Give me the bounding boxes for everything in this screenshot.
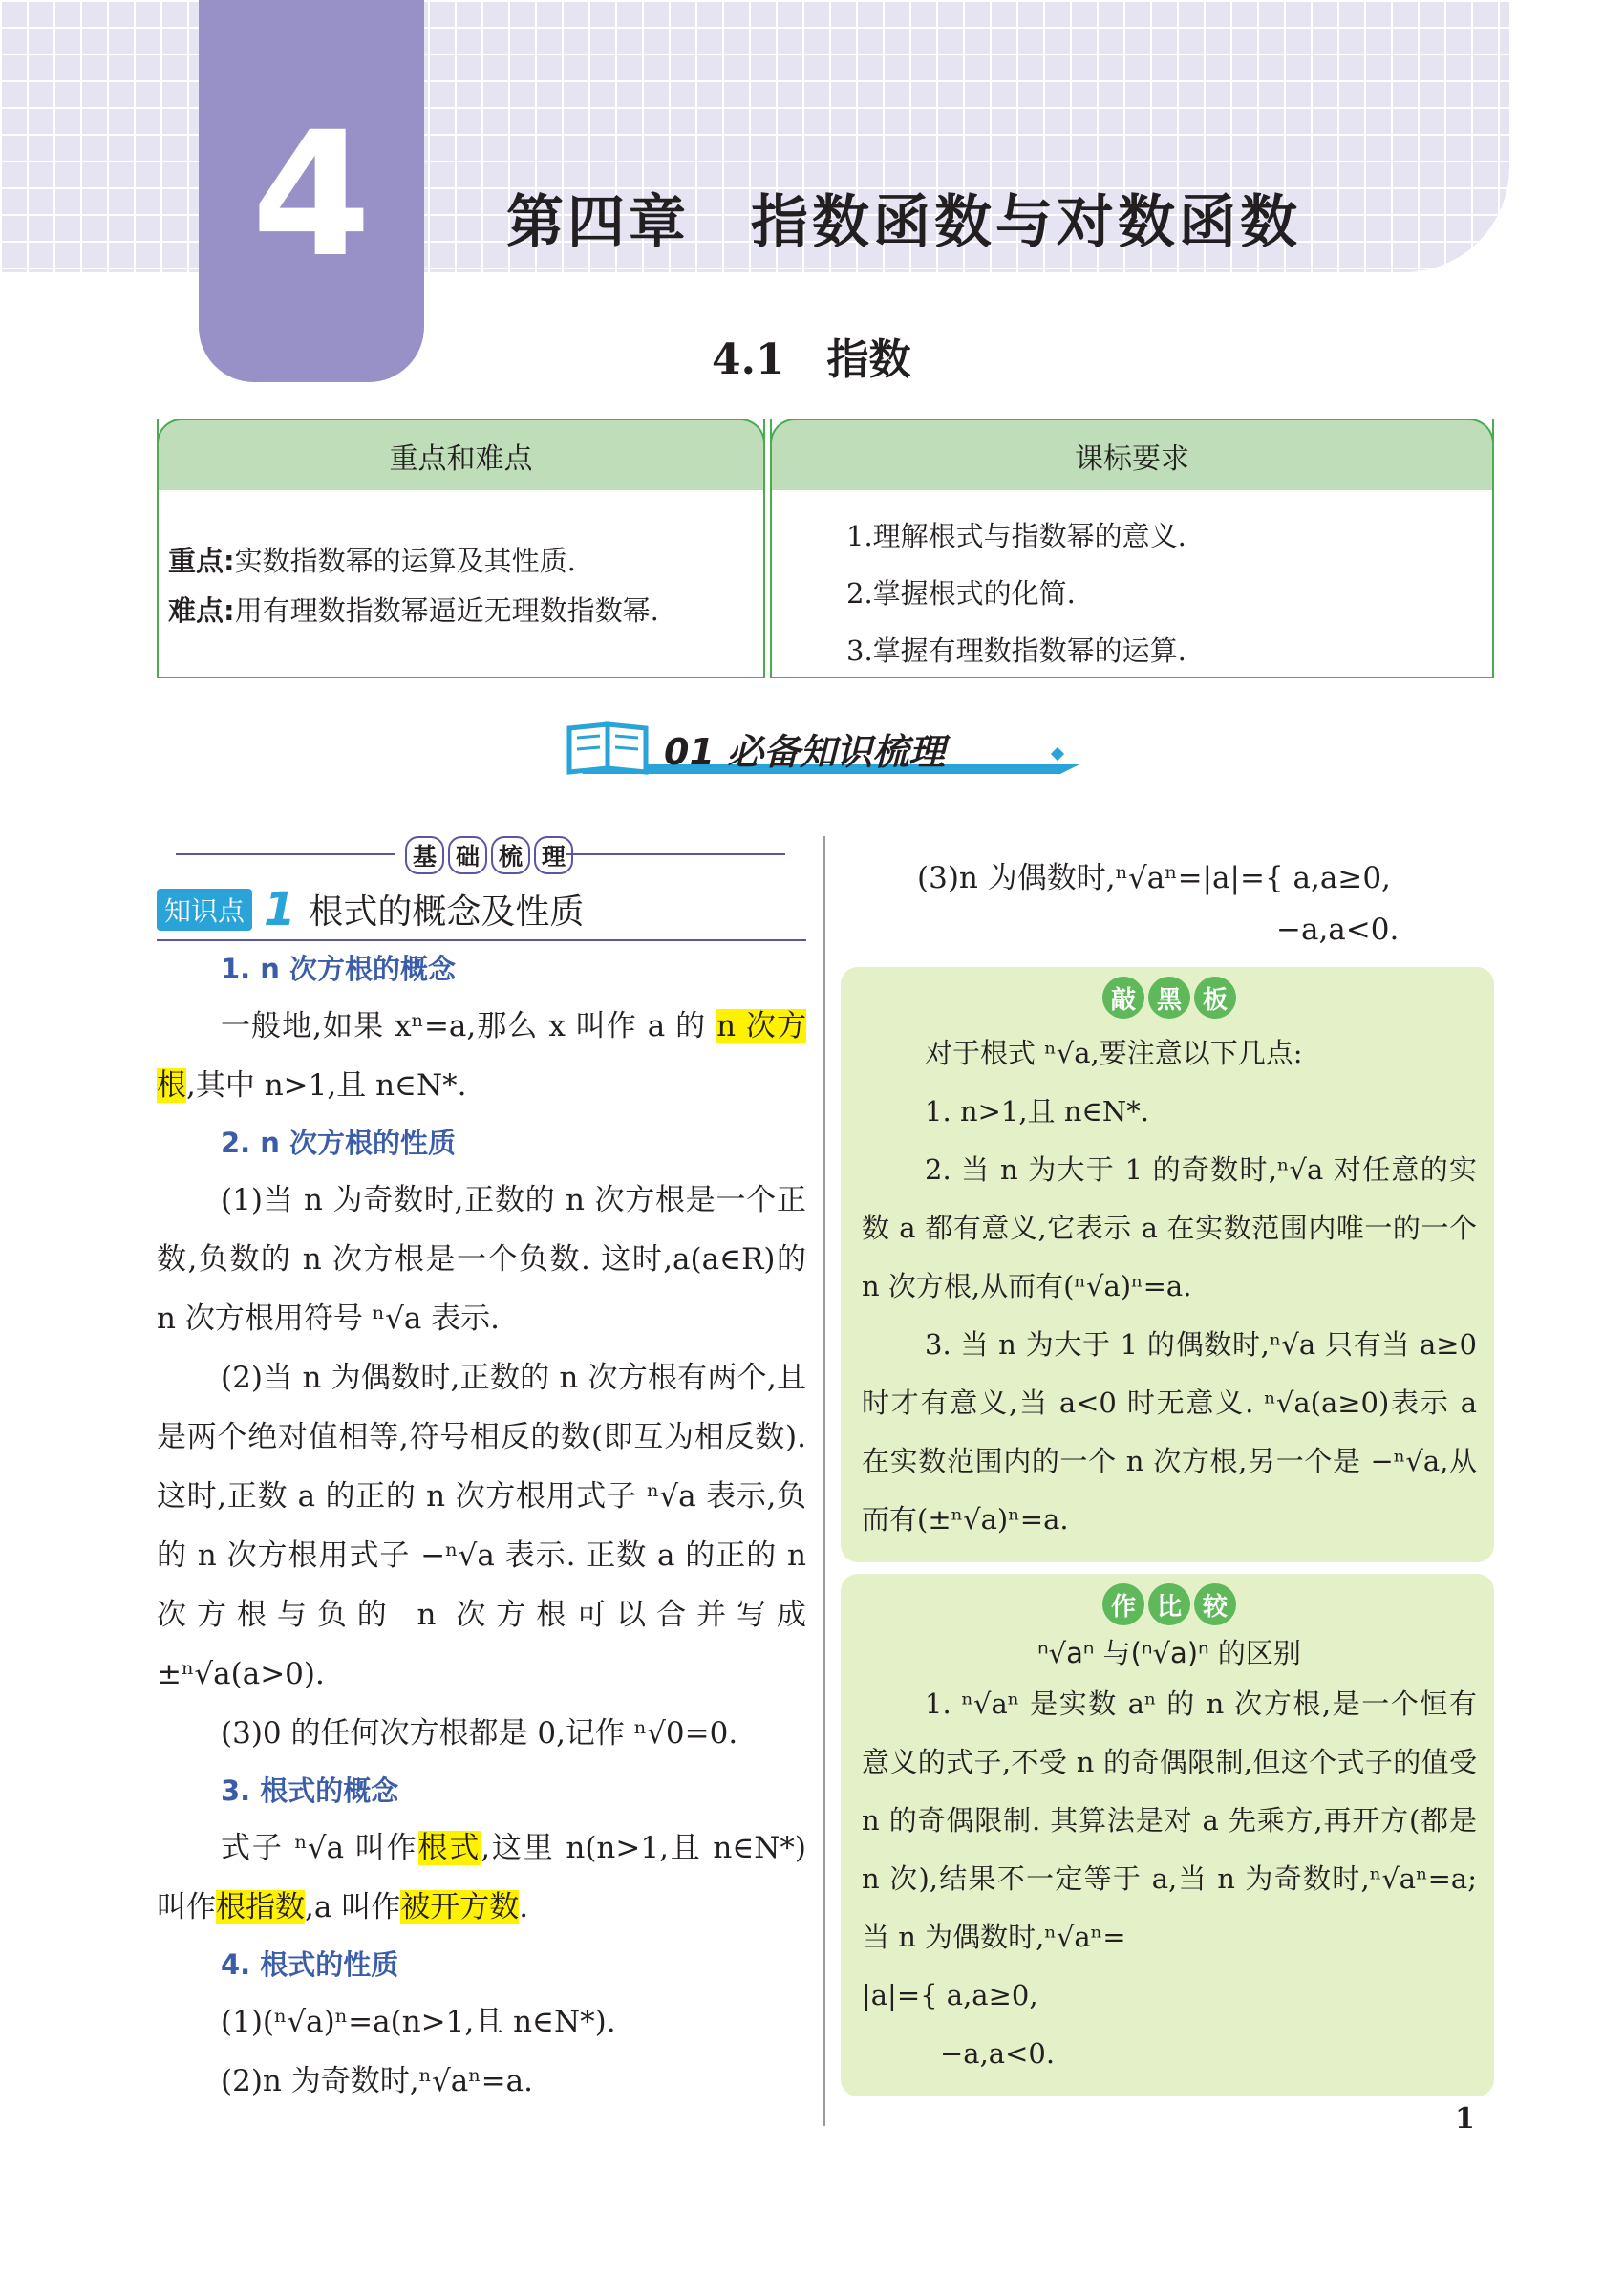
- formula-line: (3)n 为偶数时,ⁿ√aⁿ=|a|={ a,a≥0,: [917, 861, 1391, 895]
- column-divider: [823, 836, 825, 2126]
- note-paragraph: 2. 当 n 为大于 1 的奇数时,ⁿ√a 对任意的实数 a 都有意义,它表示 a 在实数范围内唯一的一个 n 次方根,从而有(ⁿ√a)ⁿ=a.: [862, 1153, 1477, 1302]
- note-paragraph: |a|={ a,a≥0,: [862, 1979, 1038, 2011]
- knowledge-point-badge: 知识点: [157, 889, 252, 931]
- curriculum-body: [772, 490, 1492, 679]
- note-paragraph: 1. ⁿ√aⁿ 是实数 aⁿ 的 n 次方根,是一个恒有意义的式子,不受 n 的奇偶限制,但这个式子的值受 n 的奇偶限制. 其算法是对 a 先乘方,再开方(都是 n 次),结果不一定等于 a,当 n 为奇数时,ⁿ√aⁿ=a;当 n 为偶数时,ⁿ√aⁿ=: [862, 1688, 1477, 1953]
- subsection-title: 3. 根式的概念: [221, 1774, 399, 1807]
- difficulty-label: 难点:: [168, 594, 235, 627]
- paragraph: (2)n 为奇数时,ⁿ√aⁿ=a.: [221, 2064, 533, 2098]
- note-box-title: [862, 1583, 1477, 1625]
- title-char: 较: [1194, 1583, 1236, 1625]
- key-text: 实数指数幂的运算及其性质.: [234, 545, 576, 577]
- curriculum-item: 1.理解根式与指数幂的意义.: [846, 520, 1186, 552]
- section-banner: [564, 715, 1089, 782]
- paragraph: [157, 997, 806, 1115]
- highlight-term: n 次方根: [157, 1009, 806, 1103]
- key-difficulty-body: [159, 490, 763, 635]
- banner-title: 01 必备知识梳理: [664, 731, 946, 773]
- curriculum-item: 2.掌握根式的化简.: [846, 577, 1076, 610]
- compare-subtitle: ⁿ√aⁿ 与(ⁿ√a)ⁿ 的区别: [1037, 1637, 1301, 1669]
- note-paragraph: 对于根式 ⁿ√a,要注意以下几点:: [925, 1037, 1303, 1069]
- right-column: [841, 852, 1494, 2096]
- text: ,这里 n(n>1,且 n∈N*)叫作: [157, 1831, 806, 1924]
- note-paragraph: 3. 当 n 为大于 1 的偶数时,ⁿ√a 只有当 a≥0 时才有意义,当 a<0 时无意义. ⁿ√a(a≥0)表示 a 在实数范围内的一个 n 次方根,另一个是 −ⁿ√a,从而有(±ⁿ√a)ⁿ=a.: [862, 1328, 1477, 1536]
- highlight-term: 根式: [417, 1831, 481, 1865]
- text: ,a 叫作: [305, 1890, 401, 1924]
- title-char: 比: [1148, 1583, 1190, 1625]
- foundation-char: 理: [534, 836, 573, 874]
- paragraph: (2)当 n 为偶数时,正数的 n 次方根有两个,且是两个绝对值相等,符号相反的数(即互为相反数). 这时,正数 a 的正的 n 次方根用式子 ⁿ√a 表示,负的 n 次方根用式子 −ⁿ√a 表示. 正数 a 的正的 n 次方根与负的 n 次方根可以合并写成 ±ⁿ√a(a>0).: [157, 1361, 806, 1691]
- note-box-key-points: [841, 967, 1494, 1562]
- section-title: 4.1 指数: [712, 335, 911, 384]
- paragraph: (1)(ⁿ√a)ⁿ=a(n>1,且 n∈N*).: [221, 2005, 616, 2039]
- chapter-number: 4: [251, 96, 372, 295]
- text: .: [519, 1890, 529, 1924]
- foundation-char: 梳: [491, 836, 530, 874]
- foundation-char: 基: [405, 836, 444, 874]
- text: ,其中 n>1,且 n∈N*.: [186, 1068, 467, 1103]
- title-char: 敲: [1102, 977, 1144, 1019]
- chapter-title: 第四章 指数函数与对数函数: [506, 189, 1301, 256]
- paragraph: [157, 1818, 806, 1937]
- difficulty-point: [168, 586, 754, 635]
- heading-rule: [176, 853, 395, 855]
- key-difficulty-panel: [157, 419, 765, 678]
- heading-rule: [566, 853, 785, 855]
- title-char: 作: [1102, 1583, 1144, 1625]
- foundation-pill: [405, 836, 573, 874]
- text: 式子 ⁿ√a 叫作: [221, 1831, 418, 1865]
- text: 一般地,如果 xⁿ=a,那么 x 叫作 a 的: [221, 1009, 717, 1043]
- curriculum-header: 课标要求: [770, 419, 1494, 490]
- knowledge-point-number: 1: [264, 882, 296, 936]
- note-box-compare: [841, 1574, 1494, 2096]
- key-difficulty-header: 重点和难点: [157, 419, 765, 490]
- subsection-title: 2. n 次方根的性质: [221, 1127, 457, 1159]
- note-paragraph: 1. n>1,且 n∈N*.: [925, 1095, 1149, 1128]
- title-char: 黑: [1148, 977, 1190, 1019]
- highlight-term: 被开方数: [400, 1890, 520, 1924]
- formula-line: −a,a<0.: [1276, 913, 1400, 947]
- paragraph: (3)0 的任何次方根都是 0,记作 ⁿ√0=0.: [221, 1716, 738, 1751]
- key-point: [168, 536, 754, 586]
- key-label: 重点:: [168, 545, 235, 577]
- highlight-term: 根指数: [216, 1890, 305, 1924]
- title-char: 板: [1194, 977, 1236, 1019]
- curriculum-item: 3.掌握有理数指数幂的运算.: [846, 634, 1186, 667]
- foundation-char: 础: [448, 836, 487, 874]
- note-paragraph: −a,a<0.: [940, 2037, 1056, 2070]
- curriculum-panel: [770, 419, 1494, 678]
- difficulty-text: 用有理数指数幂逼近无理数指数幂.: [234, 594, 659, 627]
- left-column: [157, 831, 806, 2111]
- knowledge-point-header: [157, 882, 806, 941]
- knowledge-point-title: 根式的概念及性质: [309, 892, 585, 932]
- subsection-title: 1. n 次方根的概念: [221, 953, 457, 985]
- chapter-tab: [199, 0, 424, 382]
- subsection-title: 4. 根式的性质: [221, 1948, 399, 1981]
- page-number: 1: [1455, 2102, 1475, 2136]
- note-box-title: [862, 977, 1477, 1019]
- paragraph: (1)当 n 为奇数时,正数的 n 次方根是一个正数,负数的 n 次方根是一个负数. 这时,a(a∈R)的 n 次方根用符号 ⁿ√a 表示.: [157, 1183, 806, 1336]
- foundation-heading: [157, 831, 806, 875]
